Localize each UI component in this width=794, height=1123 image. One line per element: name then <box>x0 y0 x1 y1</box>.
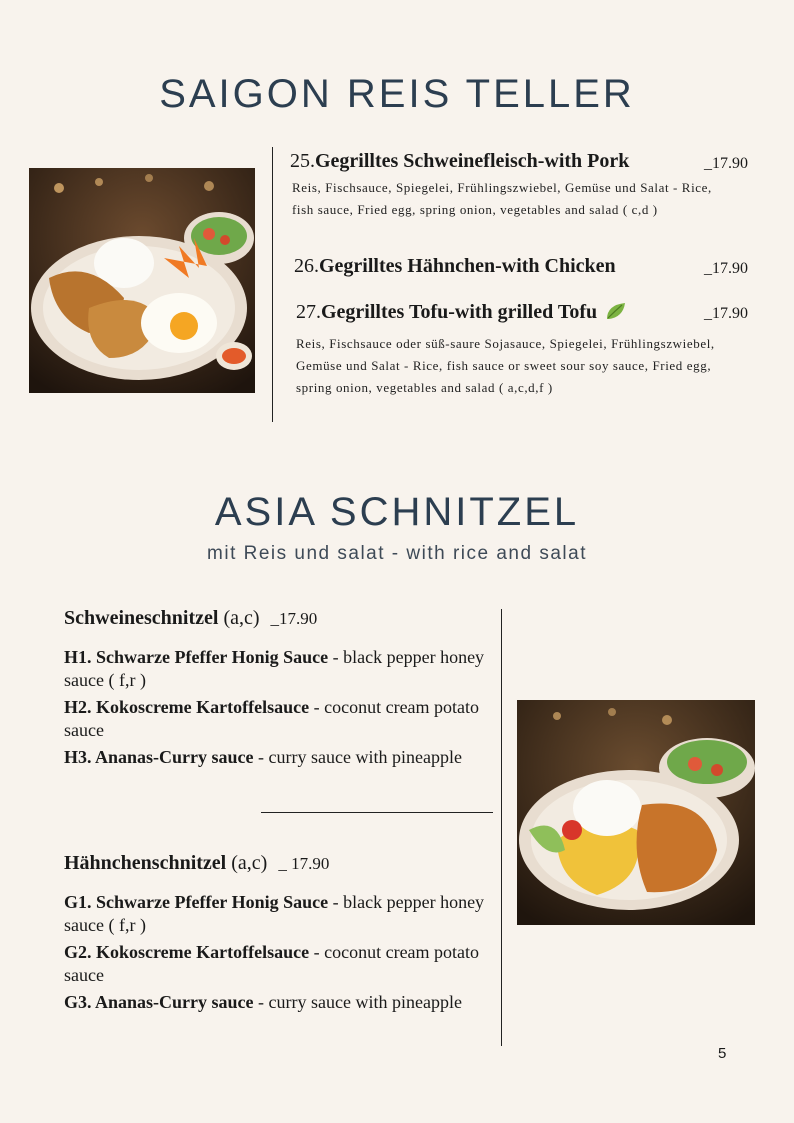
menu-item-26: 26.Gegrilltes Hähnchen-with Chicken <box>294 255 616 277</box>
section-title-saigon: SAIGON REIS TELLER <box>159 72 635 116</box>
leaf-icon <box>605 301 627 326</box>
menu-item-25-price: _17.90 <box>704 155 748 172</box>
section-title-schnitzel: ASIA SCHNITZEL <box>214 490 580 534</box>
chicken-schnitzel-price: _ 17.90 <box>278 854 330 873</box>
menu-item-26-price: _17.90 <box>704 260 748 277</box>
menu-item-25-desc: Reis, Fischsauce, Spiegelei, Frühlingszwiebel, Gemüse und Salat - Rice, fish sauce, Fried egg, spring onion, vegetables and salad ( c,d ) <box>292 180 712 217</box>
schnitzel-plate-photo <box>517 700 755 925</box>
chicken-option-g3: G3. Ananas-Curry sauce - curry sauce with pineapple <box>64 992 462 1012</box>
menu-item-27-desc: Reis, Fischsauce oder süß-saure Sojasauce, Spiegelei, Frühlingszwiebel, Gemüse und Salat - Rice, fish sauce or sweet sour soy sauce, Fried egg, spring onion, vegetables and salad ( a,c,d,f ) <box>296 336 715 395</box>
pork-option-h1: H1. Schwarze Pfeffer Honig Sauce - black pepper honey sauce ( f,r ) <box>64 647 485 690</box>
chicken-option-g2: G2. Kokoscreme Kartoffelsauce - coconut cream potato sauce <box>64 942 480 985</box>
pork-schnitzel-price: _17.90 <box>270 609 318 628</box>
section1-divider <box>272 147 273 422</box>
menu-item-27: 27.Gegrilltes Tofu-with grilled Tofu <box>296 301 627 326</box>
rice-plate-photo <box>29 168 255 393</box>
pork-option-h2: H2. Kokoscreme Kartoffelsauce - coconut cream potato sauce <box>64 697 480 740</box>
chicken-schnitzel-heading: Hähnchenschnitzel (a,c) _ 17.90 <box>64 852 330 874</box>
chicken-option-g1: G1. Schwarze Pfeffer Honig Sauce - black pepper honey sauce ( f,r ) <box>64 892 485 935</box>
section-subtitle-schnitzel: mit Reis und salat - with rice and salat <box>207 543 587 564</box>
pork-option-h3: H3. Ananas-Curry sauce - curry sauce with pineapple <box>64 747 462 767</box>
pork-schnitzel-heading: Schweineschnitzel (a,c) _17.90 <box>64 607 318 629</box>
section2-separator <box>261 812 493 813</box>
page-number: 5 <box>718 1045 727 1062</box>
section2-divider <box>501 609 502 1046</box>
menu-item-25: 25.Gegrilltes Schweinefleisch-with Pork <box>290 150 630 172</box>
menu-item-27-price: _17.90 <box>704 305 748 322</box>
